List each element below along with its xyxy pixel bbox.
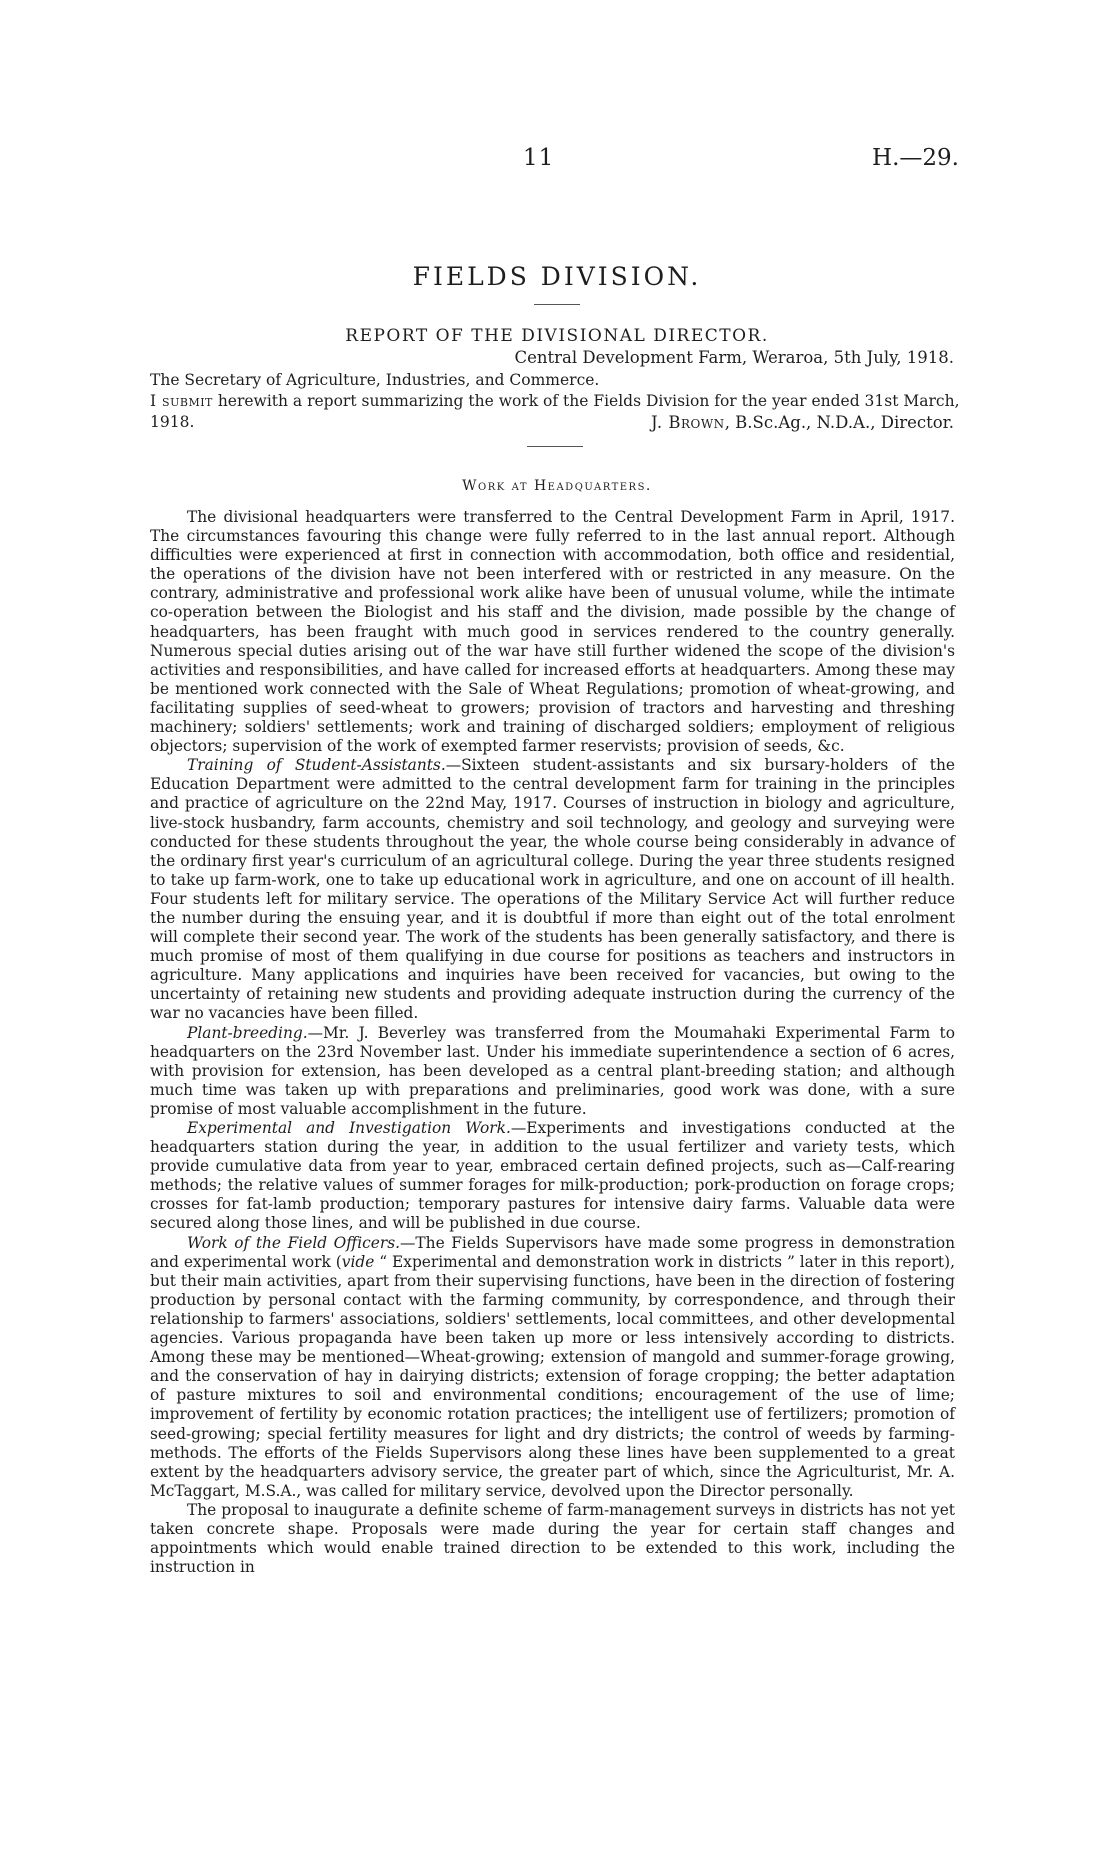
training-heading: Training of Student-Assistants. <box>187 756 446 775</box>
signature-name: J. Brown <box>651 413 725 432</box>
paragraph-farm-management: The proposal to inaugurate a definite scheme of farm-management surveys in districts has not yet taken concrete shape. Proposals were made during the year for certain staff changes and appointments which would enable trained direction to be extended to this work, including the instruction in <box>150 1500 955 1577</box>
address-date-line <box>515 348 954 367</box>
report-subtitle: REPORT OF THE DIVISIONAL DIRECTOR. <box>345 326 769 346</box>
recipient: The Secretary of Agriculture, Industries, and Commerce. <box>150 371 600 389</box>
paragraph-field-officers <box>150 1234 955 1501</box>
section-heading: Work at Headquarters. <box>462 478 652 494</box>
letter-year: 1918. <box>150 413 195 431</box>
title-rule <box>534 304 580 305</box>
opening-line <box>150 392 960 410</box>
letter-rule <box>527 446 583 447</box>
paragraph-plant-breeding <box>150 1024 955 1119</box>
opening-rest: herewith a report summarizing the work of the Fields Division for the year ended 31st March, <box>212 392 960 410</box>
year-line <box>150 413 194 431</box>
paragraph-training <box>150 756 955 1023</box>
experimental-text: —Experiments and investigations conducted at the headquarters station during the year, in addition to the usual fertilizer and variety tests, which provide cumulative data from year to year, embraced certain defined projects, such as—Calf-rearing methods; the relative values of summer forages for milk-production; pork-production on forage crops; crosses for fat-lamb production; temporary pastures for intensive dairy farms. Valuable data were secured along those lines, and will be published in due course. <box>150 1119 956 1233</box>
signature-credentials: , B.Sc.Ag., N.D.A., Director. <box>724 413 954 432</box>
plant-breeding-heading: Plant-breeding. <box>187 1023 308 1042</box>
recipient-line <box>150 371 599 389</box>
training-text: —Sixteen student-assistants and six bursary-holders of the Education Department were admitted to the central development farm for training in the principles and practice of agriculture on the 22nd May, 1917. Courses of instruction in biology and agriculture, live-stock husbandry, farm accounts, chemistry and soil technology, and geology and surveying were conducted for these students throughout the year, the whole course being considerably in advance of the ordinary first year's curriculum of an agricultural college. During the year three students resigned to take up farm-work, one to take up educational work in agriculture, and one on account of ill health. Four students left for military service. The operations of the Military Service Act will further reduce the number during the ensuing year, and it is doubtful if more than eight out of the total enrolment will complete their second year. The work of the students has been generally satisfactory, and there is much promise of most of them qualifying in due course for positions as teachers and instructors in agriculture. Many applications and inquiries have been received for vacancies, but owing to the uncertainty of retaining new students and providing adequate instruction during the currency of the war no vacancies have been filled. <box>150 756 955 1023</box>
paragraph-headquarters: The divisional headquarters were transferred to the Central Development Farm in April, 1917. The circumstances favouring this change were fully referred to in the last annual report. Although difficulties were experienced at first in connection with accommodation, both office and residential, the operations of the division have not been interfered with or restricted in any measure. On the contrary, administrative and professional work alike have been of unusual volume, while the intimate co-operation between the Biologist and his staff and the division, made possible by the change of headquarters, has been fraught with much good in services rendered to the country generally. Numerous special duties arising out of the war have still further widened the scope of the division's activities and responsibilities, and have called for increased efforts at headquarters. Among these may be mentioned work connected with the Sale of Wheat Regulations; promotion of wheat-growing, and facilitating supplies of seed-wheat to growers; provision of tractors and harvesting and threshing machinery; soldiers' settlements; work and training of discharged soldiers; employment of religious objectors; supervision of the work of exempted farmer reservists; provision of seeds, &c. <box>150 508 955 756</box>
vide-word: vide <box>341 1252 375 1271</box>
page-number: 11 <box>523 145 555 171</box>
paragraph-experimental <box>150 1119 955 1234</box>
field-officers-text-b: “ Experimental and demonstration work in districts ” later in this report), but their main activities, apart from their supervising functions, have been in the direction of fostering production by personal contact with the farming community, by correspondence, and through their relationship to farmers' associations, soldiers' settlements, local committees, and other developmental agencies. Various propaganda have been taken up more or less intensively according to districts. Among these may be mentioned—Wheat-growing; extension of mangold and summer-forage growing, and the conservation of hay in dairying districts; extension of forage cropping; the better adaptation of pasture mixtures to soil and environmental conditions; encouragement of the use of lime; improvement of fertility by economic rotation practices; the intelligent use of fertilizers; promotion of seed-growing; special fertility measures for light and dry districts; the control of weeds by farming-methods. The efforts of the Fields Supervisors along these lines have been supplemented to a great extent by the headquarters advisory service, the greater part of which, since the Agriculturist, Mr. A. McTaggart, M.S.A., was called for military service, devolved upon the Director personally. <box>150 1252 956 1500</box>
opening-word: I submit <box>150 392 213 410</box>
signature-line <box>651 413 954 432</box>
page-title: FIELDS DIVISION. <box>412 262 702 291</box>
field-officers-text-a: —The Fields Supervisors have made some progress in demonstration and experimental work ( <box>150 1233 955 1271</box>
field-officers-heading: Work of the Field Officers. <box>187 1233 400 1252</box>
plant-breeding-text: —Mr. J. Beverley was transferred from the Moumahaki Experimental Farm to headquarters on the 23rd November last. Under his immediate superintendence a section of 6 acres, with provision for extension, has been developed as a central plant-breeding station; and although much time was taken up with preparations and preliminaries, good work was done, with a sure promise of most valuable accomplishment in the future. <box>150 1023 955 1118</box>
document-reference: H.—29. <box>872 145 959 171</box>
address-date: Central Development Farm, Weraroa, 5th July, 1918. <box>514 348 954 367</box>
report-body <box>150 508 955 1577</box>
experimental-heading: Experimental and Investigation Work. <box>187 1119 511 1137</box>
